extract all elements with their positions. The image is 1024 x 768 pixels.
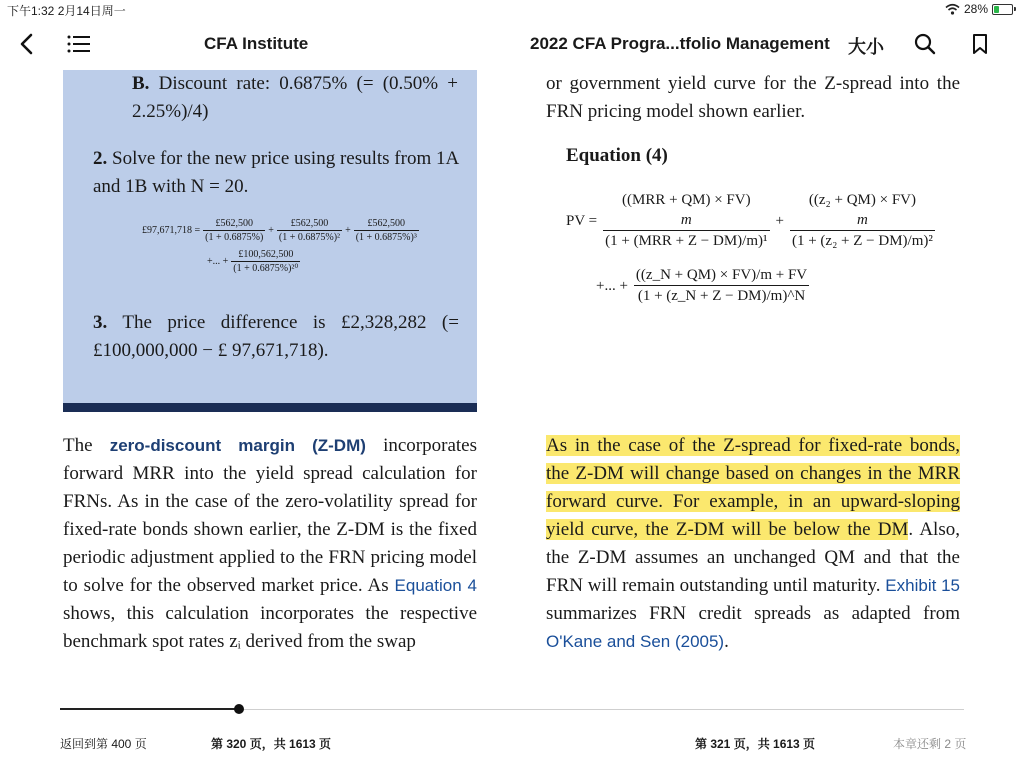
step-b-label: B.: [132, 73, 150, 94]
formula-lhs: £97,671,718 =: [142, 225, 201, 236]
equation-heading: Equation (4): [566, 145, 668, 166]
table-of-contents-icon: [67, 35, 91, 53]
left-page-title: CFA Institute: [204, 34, 309, 53]
step-3-text: The price difference is £2,328,282 (= £100,000,000 − £ 97,671,718).: [93, 312, 459, 361]
left-page-number: 第 320 页，共 1613 页: [211, 737, 332, 751]
step-2-text: Solve for the new price using results from 1A and 1B with N = 20.: [93, 148, 459, 197]
wifi-icon: [945, 3, 960, 15]
bookmark-button[interactable]: [966, 24, 994, 64]
price-formula: £97,671,718 = $\frac{£562,500}{(1 + 0.6875\%)}$ + $\frac{£562,500}{\text{(1 + 0.6875\%)²}}$ + $\frac{£562,500}{\text{(1 + 0.6875\%)³}}$ +... + $\frac{£100,562,500}{\text{(1 + 0.6875\%)²⁰}}$: [142, 218, 417, 274]
formula-ellipsis: +... +: [207, 256, 229, 267]
zdm-paragraph-middle: incorporates forward MRR into the yield spread calculation for FRNs. As in the case of the zero-volatility spread for fixed-rate bonds shown earlier, the Z-DM is the fixed periodic adjustment applied to the FRN pricing model to solve for the observed market price. As: [63, 435, 477, 596]
reading-progress-thumb[interactable]: [234, 704, 244, 714]
formula-last-num: £100,562,500: [231, 248, 300, 262]
step-3: [93, 309, 459, 365]
equation-ellipsis: +... +: [596, 277, 628, 294]
step-b: [132, 70, 458, 126]
step-b-text: Discount rate: 0.6875% (= (0.50% + 2.25%)/4): [132, 73, 458, 122]
back-button[interactable]: [12, 24, 40, 64]
formula-term-1-den: (1 + 0.6875%): [205, 232, 264, 243]
zdm-paragraph: [63, 432, 477, 656]
equation-4: PV = ((MRR + QM) × FV) m (1 + (MRR + Z − DM)/m)¹ + ((z₂ + QM) × FV) m (1 + (z₂ + Z − DM)/m)² +... + $\frac{((z\_N + QM) \times FV)/m + FV}{(1 + (z\_N + Z - DM)/m)\^{}N}$: [566, 192, 933, 304]
table-of-contents-button[interactable]: [64, 24, 94, 64]
book-title: 2022 CFA Progra...tfolio Management: [530, 34, 830, 53]
equation-4-link[interactable]: Equation 4: [394, 576, 477, 595]
equation-term-1: [603, 190, 769, 251]
right-top-paragraph: or government yield curve for the Z-spread into the FRN pricing model shown earlier.: [546, 73, 960, 122]
search-button[interactable]: [910, 24, 940, 64]
equation-term-1-num: ((MRR + QM) × FV) m: [603, 190, 769, 231]
step-2: [93, 145, 463, 201]
equation-term-2: [790, 190, 935, 251]
equation-term-2-den: (1 + (z₂ + Z − DM)/m)²: [791, 233, 933, 249]
formula-term-2-num: £562,500: [277, 217, 342, 231]
bookmark-icon: [972, 33, 988, 55]
right-page-number: 第 321 页，共 1613 页: [695, 737, 816, 751]
exhibit-15-link[interactable]: Exhibit 15: [885, 576, 960, 595]
battery-percent: 28%: [963, 2, 988, 16]
formula-term-2-den: (1 + 0.6875%)²: [278, 232, 341, 243]
font-size-button[interactable]: 大小: [848, 37, 884, 57]
status-bar: [0, 0, 1024, 20]
formula-term-1-num: £562,500: [203, 217, 265, 231]
chapter-pages-remaining: 本章还剩 2 页: [893, 737, 967, 751]
equation-term-n-den: (1 + (z_N + Z − DM)/m)^N: [637, 288, 806, 304]
citation-link[interactable]: O'Kane and Sen (2005): [546, 632, 725, 651]
equation-term-n-num: ((z_N + QM) × FV)/m + FV: [634, 265, 809, 286]
example-box-border: [63, 403, 477, 412]
back-chevron-icon: [19, 33, 33, 55]
zdm-paragraph-end: shows, this calculation incorporates the respective benchmark spot rates zᵢ derived from the swap: [63, 603, 477, 652]
status-time: 下午1:32 2月14日周一: [7, 4, 126, 18]
zdm-paragraph-start: The: [63, 435, 110, 456]
formula-term-3-den: (1 + 0.6875%)³: [355, 232, 417, 243]
step-3-number: 3.: [93, 312, 108, 333]
highlighted-text[interactable]: As in the case of the Z-spread for fixed-rate bonds, the Z-DM will change based on changes in the MRR forward curve. For example, in an upward-sloping yield curve, the Z-DM will be below the DM: [546, 435, 960, 540]
step-2-number: 2.: [93, 148, 108, 169]
formula-term-3: [354, 217, 419, 244]
formula-last-term: [231, 248, 300, 275]
zdm-change-paragraph: [546, 432, 960, 656]
equation-pv: PV =: [566, 212, 598, 229]
formula-last-den: (1 + 0.6875%)²⁰: [233, 263, 299, 274]
back-to-page-link[interactable]: 返回到第 400 页: [60, 737, 147, 751]
exhibit-description-text: summarizes FRN credit spreads as adapted from: [546, 603, 960, 624]
search-icon: [914, 33, 936, 55]
battery-icon: [992, 4, 1016, 15]
sentence-end: .: [724, 631, 729, 652]
equation-term-1-den: (1 + (MRR + Z − DM)/m)¹: [605, 233, 768, 249]
status-right: [945, 2, 1016, 16]
formula-term-2: [277, 217, 342, 244]
reading-progress-fill: [60, 708, 239, 710]
formula-term-3-num: £562,500: [354, 217, 419, 231]
equation-term-2-num: ((z₂ + QM) × FV) m: [790, 190, 935, 231]
zdm-change-text: . Also, the Z-DM assumes an unchanged QM and that the FRN will remain outstanding until maturity.: [546, 519, 960, 596]
equation-term-n: [634, 265, 809, 306]
formula-term-1: [203, 217, 265, 244]
term-zero-discount-margin[interactable]: zero-discount margin (Z-DM): [109, 436, 366, 455]
